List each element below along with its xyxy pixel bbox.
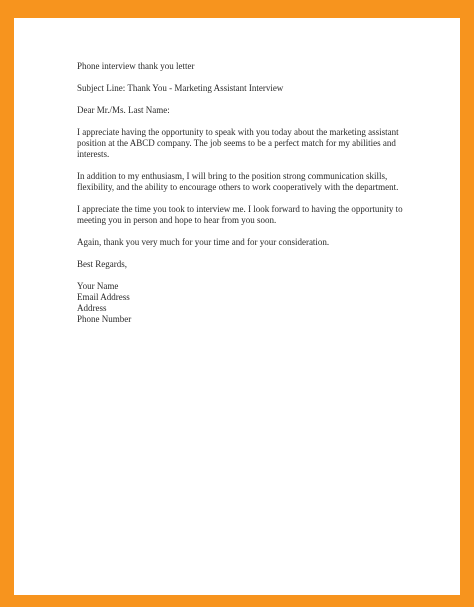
signature-block [77,281,417,325]
letter-salutation: Dear Mr./Ms. Last Name: [77,105,170,115]
letter-subject: Subject Line: Thank You - Marketing Assistant Interview [77,83,284,93]
letter-body [77,61,417,325]
signature-address: Address [77,303,107,313]
letter-heading: Phone interview thank you letter [77,61,195,71]
letter-paragraph-2: In addition to my enthusiasm, I will bring to the position strong communication skills, flexibility, and the ability to encourage others to work cooperatively with the department. [77,171,399,192]
letter-paragraph-3: I appreciate the time you took to interview me. I look forward to having the opportunity to meeting you in person and hope to hear from you soon. [77,204,403,225]
letter-closing: Best Regards, [77,259,127,269]
signature-phone: Phone Number [77,314,132,324]
letter-paragraph-4: Again, thank you very much for your time and for your consideration. [77,237,330,247]
letter-paragraph-1: I appreciate having the opportunity to speak with you today about the marketing assistant position at the ABCD company. The job seems to be a perfect match for my abilities and interests. [77,127,399,159]
signature-name: Your Name [77,281,119,291]
signature-email: Email Address [77,292,130,302]
letter-page [14,18,460,595]
